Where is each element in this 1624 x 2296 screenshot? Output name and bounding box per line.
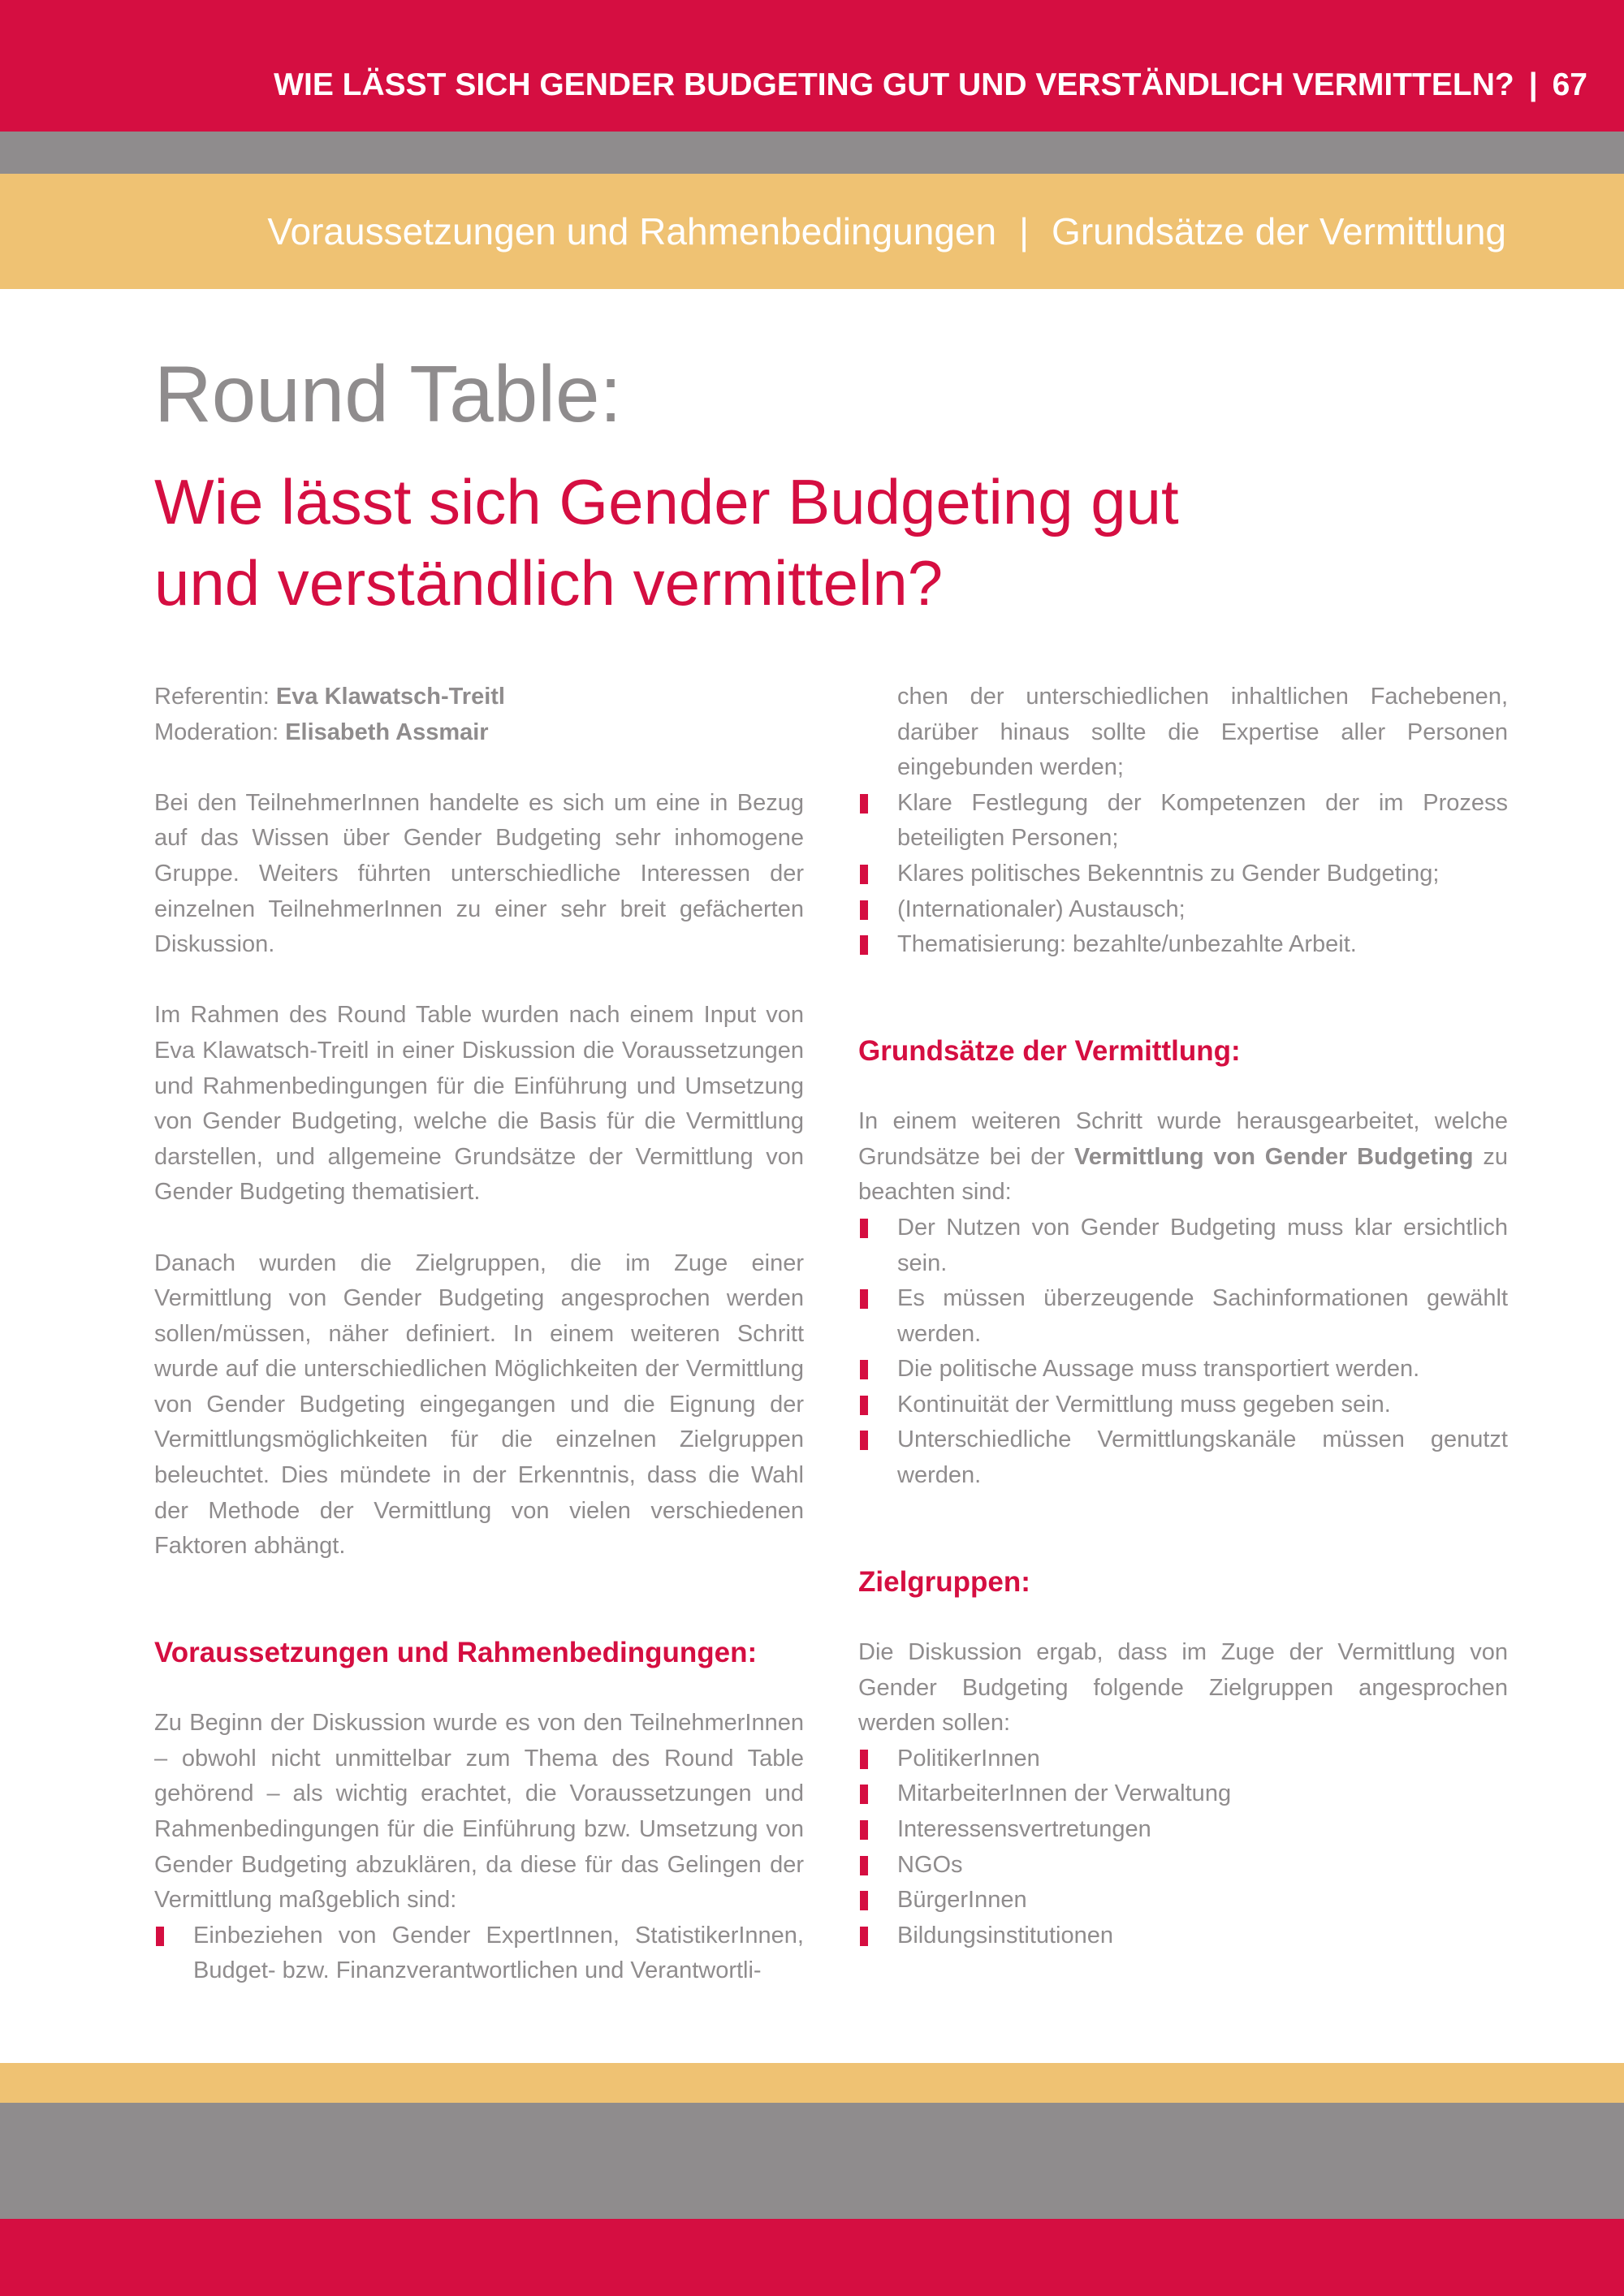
list-item: [858, 1211, 1508, 1281]
list-item-text: Die politische Aussage muss transportiert werden.: [897, 1356, 1420, 1383]
list-item-text: NGOs: [897, 1851, 963, 1878]
section-left: Voraussetzungen und Rahmenbedingungen: [267, 210, 997, 252]
section2-intro-before: In einem weiteren Schritt wurde herausgearbeitet, welche Grundsätze bei der: [858, 1108, 1508, 1170]
list-item: [858, 1388, 1508, 1423]
running-header: [274, 65, 1587, 106]
paragraph-1: Bei den TeilnehmerInnen handelte es sich um eine in Bezug auf das Wissen über Gender Budgeting sehr inhomogene Gruppe. Weiters führten unterschiedliche Interessen der einzelnen TeilnehmerInnen zu einer sehr breit gefächerten Diskussion.: [154, 789, 804, 958]
list-item-continuation: chen der unterschiedlichen inhaltlichen Fachebenen, darüber hinaus sollte die Expertise aller Personen eingebunden werden;: [897, 684, 1508, 781]
list-item-text: Unterschiedliche Vermittlungskanäle müssen genutzt werden.: [897, 1426, 1508, 1489]
moderator-name: Elisabeth Assmair: [285, 719, 489, 745]
list-item: [858, 1848, 1508, 1884]
red-bullet-icon: [860, 1927, 868, 1946]
footer-red-band: [0, 2219, 1624, 2296]
list-item-text: Bildungsinstitutionen: [897, 1922, 1114, 1949]
section-header: [267, 207, 1506, 256]
section-right: Grundsätze der Vermittlung: [1052, 210, 1506, 252]
red-bullet-icon: [860, 1219, 868, 1238]
header-separator: |: [1528, 67, 1538, 102]
red-bullet-icon: [860, 1360, 868, 1379]
red-bullet-icon: [860, 865, 868, 884]
red-bullet-icon: [860, 1431, 868, 1450]
list-item: [858, 786, 1508, 857]
list-item-text: Thematisierung: bezahlte/unbezahlte Arbeit.: [897, 931, 1357, 958]
section2-intro-after: zu beachten sind:: [858, 1143, 1508, 1206]
article-title: [154, 461, 1372, 624]
running-title: WIE LÄSST SICH GENDER BUDGETING GUT UND VERSTÄNDLICH VERMITTELN?: [274, 67, 1514, 102]
list-item: [858, 1352, 1508, 1388]
list-item-text: Kontinuität der Vermittlung muss gegeben sein.: [897, 1391, 1391, 1418]
red-bullet-icon: [860, 1820, 868, 1840]
section1-intro: Zu Beginn der Diskussion wurde es von den TeilnehmerInnen – obwohl nicht unmittelbar zum Thema des Round Table gehörend – als wichtig erachtet, die Voraussetzungen und Rahmenbedingungen für die Einführung bzw. Umsetzung von Gender Budgeting abzuklären, da diese für das Gelingen der Vermittlung maßgeblich sind:: [154, 1710, 804, 1914]
header-gray-band: [0, 132, 1624, 174]
section2-intro-bold: Vermittlung von Gender Budgeting: [1074, 1143, 1474, 1170]
red-bullet-icon: [860, 900, 868, 920]
speaker-label: Referentin:: [154, 684, 270, 710]
section-heading-voraussetzungen: Voraussetzungen und Rahmenbedingungen:: [154, 1637, 758, 1669]
section3-bullet-list: [858, 1741, 1508, 1954]
list-item-text: Einbeziehen von Gender ExpertInnen, StatistikerInnen, Budget- bzw. Finanzverantwortlichen und Verantwortli-: [193, 1922, 804, 1984]
list-item-text: (Internationaler) Austausch;: [897, 896, 1186, 922]
list-item-text: MitarbeiterInnen der Verwaltung: [897, 1780, 1232, 1807]
footer-gray-band: [0, 2103, 1624, 2219]
page-number: 67: [1552, 67, 1587, 102]
list-item-text: Interessensvertretungen: [897, 1816, 1151, 1842]
article-kicker: Round Table:: [154, 349, 622, 438]
list-item: [858, 927, 1508, 963]
title-line-1: Wie lässt sich Gender Budgeting gut: [154, 466, 1179, 537]
red-bullet-icon: [860, 1785, 868, 1804]
red-bullet-icon: [860, 1396, 868, 1415]
red-bullet-icon: [860, 1750, 868, 1769]
list-item: [858, 892, 1508, 928]
list-item-text: Der Nutzen von Gender Budgeting muss klar ersichtlich sein.: [897, 1214, 1508, 1276]
section-heading-zielgruppen: Zielgruppen:: [858, 1565, 1030, 1598]
section1-bullet-list: [154, 1918, 804, 1989]
list-item: [858, 1812, 1508, 1848]
list-item: [858, 1281, 1508, 1352]
paragraph-3: Danach wurden die Zielgruppen, die im Zuge einer Vermittlung von Gender Budgeting angesprochen werden sollen/müssen, näher definiert. In einem weiteren Schritt wurde auf die unterschiedlichen Möglichkeiten der Vermittlung von Gender Budgeting eingegangen und die Eignung der Vermittlungsmöglichkeiten für die einzelnen Zielgruppen beleuchtet. Dies mündete in der Erkenntnis, dass die Wahl der Methode der Vermittlung von vielen verschiedenen Faktoren abhängt.: [154, 1249, 804, 1560]
list-item-text: Klare Festlegung der Kompetenzen der im Prozess beteiligten Personen;: [897, 789, 1508, 852]
speaker-name: Eva Klawatsch-Treitl: [275, 684, 505, 710]
red-bullet-icon: [860, 794, 868, 814]
list-item-text: Klares politisches Bekenntnis zu Gender Budgeting;: [897, 860, 1440, 887]
moderator-line: [154, 715, 804, 751]
moderator-label: Moderation:: [154, 719, 279, 745]
paragraph-2: Im Rahmen des Round Table wurden nach einem Input von Eva Klawatsch-Treitl in einer Diskussion die Voraussetzungen und Rahmenbedingungen für die Einführung und Umsetzung von Gender Budgeting, welche die Basis für die Vermittlung darstellen, und allgemeine Grundsätze der Vermittlung von Gender Budgeting thematisiert.: [154, 1002, 804, 1206]
red-bullet-icon: [860, 1891, 868, 1910]
red-bullet-icon: [860, 935, 868, 955]
list-item: [858, 857, 1508, 892]
list-item: [858, 1776, 1508, 1812]
left-column: [154, 680, 804, 1989]
list-item: [858, 1918, 1508, 1954]
red-bullet-icon: [860, 1856, 868, 1875]
list-item: [858, 1883, 1508, 1918]
footer-yellow-band: [0, 2063, 1624, 2103]
section2-bullet-list: [858, 1211, 1508, 1494]
red-bullet-icon: [860, 1289, 868, 1309]
list-item: [154, 1918, 804, 1989]
right-column: [858, 680, 1508, 1953]
section-heading-grundsaetze: Grundsätze der Vermittlung:: [858, 1034, 1241, 1067]
title-line-2: und verständlich vermitteln?: [154, 547, 944, 619]
list-item: [858, 1741, 1508, 1777]
list-item: [858, 1422, 1508, 1493]
section1-bullet-list-cont: [858, 786, 1508, 963]
list-item-text: Es müssen überzeugende Sachinformationen gewählt werden.: [897, 1285, 1508, 1347]
list-item-text: PolitikerInnen: [897, 1745, 1040, 1772]
section2-intro: [858, 1104, 1508, 1211]
section3-intro: Die Diskussion ergab, dass im Zuge der Vermittlung von Gender Budgeting folgende Zielgruppen angesprochen werden sollen:: [858, 1639, 1508, 1737]
red-bullet-icon: [156, 1927, 164, 1946]
speaker-line: [154, 680, 804, 715]
section-separator: |: [1019, 210, 1030, 252]
list-item-text: BürgerInnen: [897, 1887, 1027, 1914]
